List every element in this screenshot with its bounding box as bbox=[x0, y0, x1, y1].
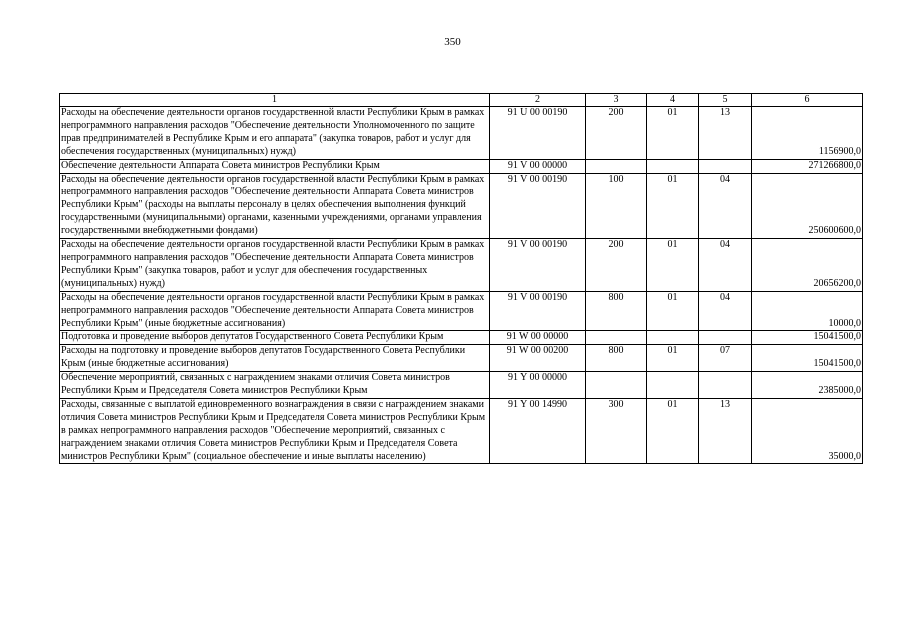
row-section bbox=[647, 159, 699, 173]
row-description: Подготовка и проведение выборов депутатов Государственного Совета Республики Крым bbox=[60, 331, 490, 345]
budget-table bbox=[59, 93, 863, 464]
column-header: 5 bbox=[699, 94, 752, 107]
row-code: 91 V 00 00000 bbox=[490, 159, 586, 173]
row-amount: 15041500,0 bbox=[752, 331, 863, 345]
row-expense-type: 200 bbox=[586, 239, 647, 292]
row-code: 91 V 00 00190 bbox=[490, 239, 586, 292]
row-code: 91 V 00 00190 bbox=[490, 173, 586, 239]
row-description: Расходы на обеспечение деятельности органов государственной власти Республики Крым в рамках непрограммного направления расходов "Обеспечение деятельности Аппарата Совета министров Республики Крым" (иные бюджетные ассигнования) bbox=[60, 291, 490, 331]
row-expense-type bbox=[586, 331, 647, 345]
row-description: Расходы на подготовку и проведение выборов депутатов Государственного Совета Республики Крым (иные бюджетные ассигнования) bbox=[60, 345, 490, 372]
row-amount: 2385000,0 bbox=[752, 372, 863, 399]
row-expense-type: 200 bbox=[586, 107, 647, 160]
row-expense-type: 800 bbox=[586, 291, 647, 331]
row-section: 01 bbox=[647, 173, 699, 239]
column-header: 2 bbox=[490, 94, 586, 107]
row-subsection: 04 bbox=[699, 173, 752, 239]
row-amount: 10000,0 bbox=[752, 291, 863, 331]
row-section: 01 bbox=[647, 345, 699, 372]
row-section: 01 bbox=[647, 107, 699, 160]
table-row bbox=[60, 345, 863, 372]
page-number: 350 bbox=[444, 36, 461, 48]
row-description: Расходы на обеспечение деятельности органов государственной власти Республики Крым в рамках непрограммного направления расходов "Обеспечение деятельности Аппарата Совета министров Республики Крым" (расходы на выплаты персоналу в целях обеспечения выполнения функций государственными (муниципальными) органами, казенными учреждениями, органами управления государственными внебюджетными фондами) bbox=[60, 173, 490, 239]
row-subsection: 07 bbox=[699, 345, 752, 372]
row-description: Расходы на обеспечение деятельности органов государственной власти Республики Крым в рамках непрограммного направления расходов "Обеспечение деятельности Уполномоченного по защите прав предпринимателей в Республике Крым и его аппарата" (закупка товаров, работ и услуг для обеспечения государственных (муниципальных) нужд) bbox=[60, 107, 490, 160]
row-code: 91 V 00 00190 bbox=[490, 291, 586, 331]
row-description: Расходы на обеспечение деятельности органов государственной власти Республики Крым в рамках непрограммного направления расходов "Обеспечение деятельности Аппарата Совета министров Республики Крым" (закупка товаров, работ и услуг для обеспечения государственных (муниципальных) нужд) bbox=[60, 239, 490, 292]
table-row bbox=[60, 291, 863, 331]
row-subsection: 04 bbox=[699, 291, 752, 331]
table-row bbox=[60, 398, 863, 464]
row-description: Обеспечение мероприятий, связанных с награждением знаками отличия Совета министров Республики Крым и Председателя Совета министров Республики Крым bbox=[60, 372, 490, 399]
row-amount: 1156900,0 bbox=[752, 107, 863, 160]
row-section: 01 bbox=[647, 398, 699, 464]
row-subsection bbox=[699, 372, 752, 399]
row-subsection: 04 bbox=[699, 239, 752, 292]
row-subsection: 13 bbox=[699, 398, 752, 464]
column-header: 1 bbox=[60, 94, 490, 107]
table-row bbox=[60, 372, 863, 399]
column-header: 3 bbox=[586, 94, 647, 107]
row-code: 91 W 00 00200 bbox=[490, 345, 586, 372]
row-expense-type: 100 bbox=[586, 173, 647, 239]
table-row bbox=[60, 239, 863, 292]
table-row bbox=[60, 331, 863, 345]
table-row bbox=[60, 173, 863, 239]
row-description: Расходы, связанные с выплатой единовременного вознаграждения в связи с награждением знаками отличия Совета министров Республики Крым и Председателя Совета министров Республики Крым в рамках непрограммного направления расходов "Обеспечение мероприятий, связанных с награждением знаками отличия Совета министров Республики Крым и Председателя Совета министров Республики Крым" (социальное обеспечение и иные выплаты населению) bbox=[60, 398, 490, 464]
row-code: 91 U 00 00190 bbox=[490, 107, 586, 160]
row-expense-type: 300 bbox=[586, 398, 647, 464]
column-header: 4 bbox=[647, 94, 699, 107]
row-amount: 35000,0 bbox=[752, 398, 863, 464]
table-row bbox=[60, 107, 863, 160]
row-amount: 271266800,0 bbox=[752, 159, 863, 173]
row-amount: 250600600,0 bbox=[752, 173, 863, 239]
row-description: Обеспечение деятельности Аппарата Совета министров Республики Крым bbox=[60, 159, 490, 173]
row-section bbox=[647, 331, 699, 345]
table-row bbox=[60, 159, 863, 173]
row-subsection: 13 bbox=[699, 107, 752, 160]
row-section: 01 bbox=[647, 291, 699, 331]
row-amount: 15041500,0 bbox=[752, 345, 863, 372]
row-expense-type: 800 bbox=[586, 345, 647, 372]
row-subsection bbox=[699, 159, 752, 173]
column-header: 6 bbox=[752, 94, 863, 107]
row-expense-type bbox=[586, 159, 647, 173]
row-expense-type bbox=[586, 372, 647, 399]
row-subsection bbox=[699, 331, 752, 345]
row-code: 91 Y 00 14990 bbox=[490, 398, 586, 464]
table-header-row bbox=[60, 94, 863, 107]
row-section bbox=[647, 372, 699, 399]
row-code: 91 W 00 00000 bbox=[490, 331, 586, 345]
row-section: 01 bbox=[647, 239, 699, 292]
row-code: 91 Y 00 00000 bbox=[490, 372, 586, 399]
row-amount: 20656200,0 bbox=[752, 239, 863, 292]
